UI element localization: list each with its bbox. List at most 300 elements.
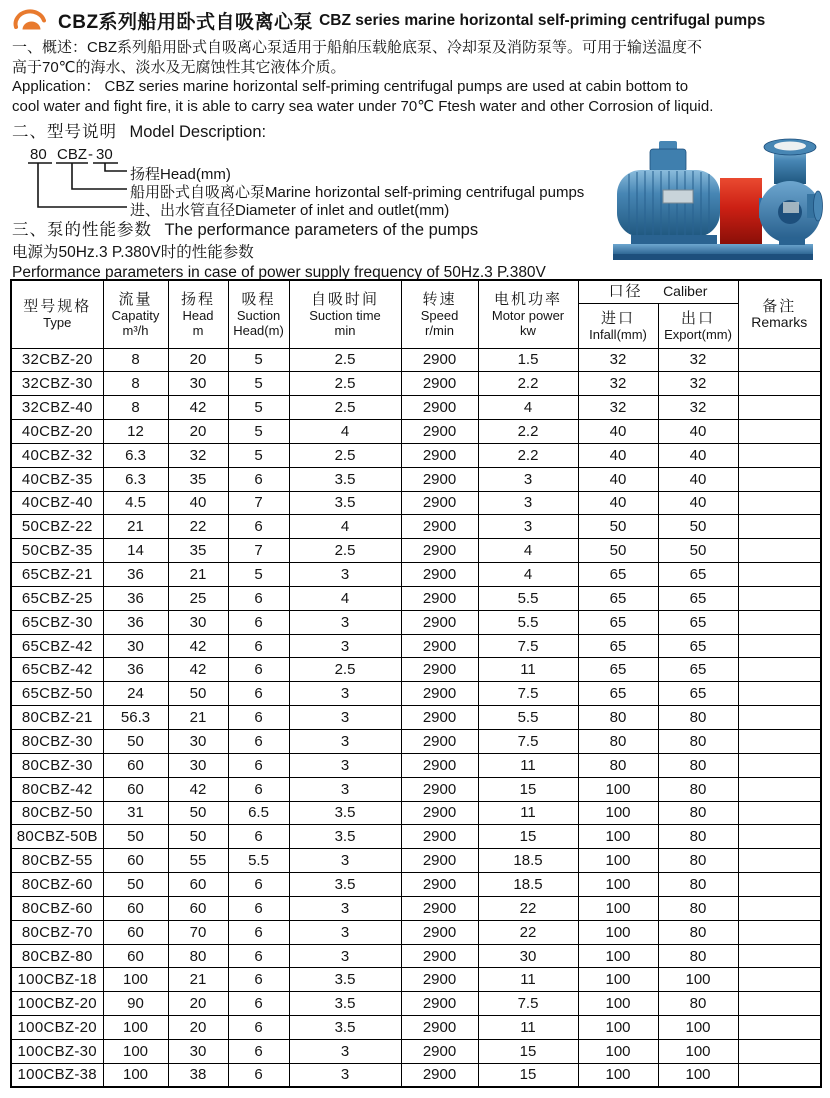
cell-suction-time: 3.5 xyxy=(289,992,401,1016)
cell-export: 65 xyxy=(658,658,738,682)
cell-head: 30 xyxy=(168,372,228,396)
cell-capacity: 12 xyxy=(103,420,168,444)
cell-speed: 2900 xyxy=(401,968,478,992)
cell-speed: 2900 xyxy=(401,682,478,706)
cell-motor-power: 7.5 xyxy=(478,992,578,1016)
cell-motor-power: 18.5 xyxy=(478,873,578,897)
cell-type: 65CBZ-25 xyxy=(11,586,103,610)
table-row xyxy=(11,920,821,944)
cell-head: 32 xyxy=(168,443,228,467)
col-export-en: Export(mm) xyxy=(664,326,732,342)
col-capacity-zh: 流量 xyxy=(118,290,153,308)
cell-remarks xyxy=(738,1063,821,1087)
cell-infall: 100 xyxy=(578,1016,658,1040)
cell-type: 40CBZ-40 xyxy=(11,491,103,515)
cell-suction: 6 xyxy=(228,992,289,1016)
cell-motor-power: 22 xyxy=(478,920,578,944)
cell-speed: 2900 xyxy=(401,944,478,968)
cell-export: 100 xyxy=(658,1063,738,1087)
cell-head: 30 xyxy=(168,1039,228,1063)
cell-capacity: 21 xyxy=(103,515,168,539)
cell-speed: 2900 xyxy=(401,443,478,467)
pump-photo xyxy=(603,132,825,268)
table-row xyxy=(11,491,821,515)
cell-speed: 2900 xyxy=(401,610,478,634)
cell-motor-power: 11 xyxy=(478,1016,578,1040)
table-row xyxy=(11,682,821,706)
col-header-infall xyxy=(578,303,658,348)
cell-infall: 65 xyxy=(578,610,658,634)
col-capacity-unit: m³/h xyxy=(122,322,149,338)
col-header-export xyxy=(658,303,738,348)
cell-motor-power: 30 xyxy=(478,944,578,968)
cell-infall: 65 xyxy=(578,658,658,682)
cell-suction: 5 xyxy=(228,372,289,396)
cell-suction-time: 3 xyxy=(289,777,401,801)
cell-suction-time: 2.5 xyxy=(289,658,401,682)
cell-suction: 7 xyxy=(228,491,289,515)
cell-speed: 2900 xyxy=(401,896,478,920)
cell-infall: 100 xyxy=(578,873,658,897)
cell-remarks xyxy=(738,1016,821,1040)
cell-capacity: 24 xyxy=(103,682,168,706)
col-header-suction xyxy=(228,280,289,348)
cell-type: 80CBZ-70 xyxy=(11,920,103,944)
cell-speed: 2900 xyxy=(401,753,478,777)
cell-export: 65 xyxy=(658,682,738,706)
page-header xyxy=(13,7,765,34)
section2-heading-zh: 二、型号说明 xyxy=(12,123,117,141)
cell-suction-time: 3 xyxy=(289,1039,401,1063)
cell-remarks xyxy=(738,634,821,658)
table-row xyxy=(11,467,821,491)
cell-motor-power: 2.2 xyxy=(478,372,578,396)
cell-export: 80 xyxy=(658,753,738,777)
cell-remarks xyxy=(738,777,821,801)
callout-series-label: 船用卧式自吸离心泵Marine horizontal self-priming centrifugal pumps xyxy=(130,183,585,201)
cell-type: 65CBZ-42 xyxy=(11,634,103,658)
cell-suction: 5 xyxy=(228,563,289,587)
cell-head: 35 xyxy=(168,539,228,563)
cell-infall: 65 xyxy=(578,586,658,610)
cell-motor-power: 1.5 xyxy=(478,348,578,372)
cell-remarks xyxy=(738,968,821,992)
cell-remarks xyxy=(738,539,821,563)
cell-suction: 6 xyxy=(228,873,289,897)
cell-suction: 5 xyxy=(228,348,289,372)
cell-speed: 2900 xyxy=(401,539,478,563)
cell-head: 50 xyxy=(168,825,228,849)
section3-heading-zh: 三、泵的性能参数 xyxy=(12,221,152,239)
cell-suction-time: 3 xyxy=(289,634,401,658)
cell-suction: 6 xyxy=(228,658,289,682)
cell-head: 21 xyxy=(168,706,228,730)
col-caliber-zh: 口径 xyxy=(608,283,643,301)
cell-suction: 6 xyxy=(228,896,289,920)
cell-type: 80CBZ-50B xyxy=(11,825,103,849)
cell-suction: 6 xyxy=(228,730,289,754)
table-row xyxy=(11,896,821,920)
cell-capacity: 56.3 xyxy=(103,706,168,730)
cell-speed: 2900 xyxy=(401,634,478,658)
col-header-head xyxy=(168,280,228,348)
table-row xyxy=(11,777,821,801)
cell-capacity: 6.3 xyxy=(103,443,168,467)
application-en-line2: cool water and fight fire, it is able to carry sea water under 70℃ Ftesh water and other Corrosion of liquid. xyxy=(12,97,714,115)
cell-suction: 6 xyxy=(228,753,289,777)
cell-export: 40 xyxy=(658,420,738,444)
cell-motor-power: 15 xyxy=(478,777,578,801)
cell-capacity: 60 xyxy=(103,777,168,801)
cell-type: 40CBZ-35 xyxy=(11,467,103,491)
cell-suction-time: 2.5 xyxy=(289,443,401,467)
cell-suction-time: 3.5 xyxy=(289,801,401,825)
cell-export: 32 xyxy=(658,372,738,396)
cell-suction: 6 xyxy=(228,515,289,539)
table-row xyxy=(11,1039,821,1063)
cell-capacity: 50 xyxy=(103,825,168,849)
cell-export: 40 xyxy=(658,467,738,491)
cell-speed: 2900 xyxy=(401,992,478,1016)
cell-infall: 40 xyxy=(578,443,658,467)
cell-infall: 100 xyxy=(578,801,658,825)
cell-type: 80CBZ-21 xyxy=(11,706,103,730)
cell-export: 32 xyxy=(658,396,738,420)
cell-speed: 2900 xyxy=(401,825,478,849)
cell-head: 20 xyxy=(168,992,228,1016)
cell-capacity: 100 xyxy=(103,1039,168,1063)
cell-speed: 2900 xyxy=(401,467,478,491)
cell-remarks xyxy=(738,443,821,467)
col-header-capacity xyxy=(103,280,168,348)
cell-suction-time: 3 xyxy=(289,944,401,968)
col-header-speed xyxy=(401,280,478,348)
cell-capacity: 100 xyxy=(103,1063,168,1087)
cell-motor-power: 15 xyxy=(478,1039,578,1063)
cell-suction: 6 xyxy=(228,1039,289,1063)
cell-type: 80CBZ-80 xyxy=(11,944,103,968)
model-code-series: CBZ xyxy=(57,146,87,163)
cell-capacity: 30 xyxy=(103,634,168,658)
cell-suction: 6 xyxy=(228,1063,289,1087)
cell-suction: 6 xyxy=(228,610,289,634)
page-title-zh: CBZ系列船用卧式自吸离心泵 xyxy=(58,12,314,33)
cell-export: 80 xyxy=(658,849,738,873)
cell-suction: 5 xyxy=(228,396,289,420)
cell-motor-power: 5.5 xyxy=(478,586,578,610)
col-export-zh: 出口 xyxy=(681,309,716,327)
cell-head: 80 xyxy=(168,944,228,968)
cell-speed: 2900 xyxy=(401,777,478,801)
col-suction-en: Suction xyxy=(236,307,281,323)
table-row xyxy=(11,610,821,634)
cell-suction-time: 3 xyxy=(289,1063,401,1087)
col-suction-time-en: Suction time xyxy=(309,307,381,323)
cell-head: 42 xyxy=(168,777,228,801)
cell-infall: 100 xyxy=(578,825,658,849)
cell-head: 42 xyxy=(168,396,228,420)
col-infall-zh: 进口 xyxy=(600,309,635,327)
col-header-caliber xyxy=(578,280,738,303)
cell-suction: 7 xyxy=(228,539,289,563)
cell-remarks xyxy=(738,920,821,944)
cell-export: 50 xyxy=(658,515,738,539)
cell-speed: 2900 xyxy=(401,420,478,444)
cell-motor-power: 3 xyxy=(478,491,578,515)
cell-capacity: 36 xyxy=(103,658,168,682)
col-caliber-en: Caliber xyxy=(663,283,708,300)
cell-export: 80 xyxy=(658,873,738,897)
table-row xyxy=(11,801,821,825)
cell-type: 32CBZ-40 xyxy=(11,396,103,420)
table-row xyxy=(11,539,821,563)
cell-type: 100CBZ-18 xyxy=(11,968,103,992)
cell-head: 21 xyxy=(168,563,228,587)
cell-suction-time: 2.5 xyxy=(289,372,401,396)
cell-type: 100CBZ-30 xyxy=(11,1039,103,1063)
table-row xyxy=(11,563,821,587)
cell-suction: 6 xyxy=(228,920,289,944)
section-model-description-heading xyxy=(12,118,266,142)
cell-head: 20 xyxy=(168,348,228,372)
cell-remarks xyxy=(738,348,821,372)
cell-speed: 2900 xyxy=(401,801,478,825)
cell-suction: 6 xyxy=(228,634,289,658)
cell-head: 55 xyxy=(168,849,228,873)
model-code-size: 80 xyxy=(30,146,47,163)
cell-remarks xyxy=(738,944,821,968)
cell-head: 35 xyxy=(168,467,228,491)
cell-suction-time: 3.5 xyxy=(289,1016,401,1040)
cell-remarks xyxy=(738,682,821,706)
cell-remarks xyxy=(738,491,821,515)
cell-speed: 2900 xyxy=(401,706,478,730)
cell-type: 80CBZ-60 xyxy=(11,873,103,897)
cell-motor-power: 18.5 xyxy=(478,849,578,873)
cell-type: 40CBZ-32 xyxy=(11,443,103,467)
col-speed-en: Speed xyxy=(420,307,459,323)
cell-suction-time: 3 xyxy=(289,730,401,754)
cell-export: 80 xyxy=(658,706,738,730)
cell-suction: 6 xyxy=(228,777,289,801)
cell-remarks xyxy=(738,730,821,754)
table-row xyxy=(11,706,821,730)
cell-capacity: 60 xyxy=(103,920,168,944)
table-row xyxy=(11,586,821,610)
col-infall-en: Infall(mm) xyxy=(589,326,647,342)
cell-remarks xyxy=(738,658,821,682)
cell-speed: 2900 xyxy=(401,658,478,682)
performance-table xyxy=(10,279,822,1088)
cell-capacity: 90 xyxy=(103,992,168,1016)
cell-head: 38 xyxy=(168,1063,228,1087)
table-row xyxy=(11,1016,821,1040)
cell-motor-power: 4 xyxy=(478,539,578,563)
cell-capacity: 8 xyxy=(103,348,168,372)
cell-suction-time: 3 xyxy=(289,896,401,920)
cell-capacity: 100 xyxy=(103,968,168,992)
cell-speed: 2900 xyxy=(401,491,478,515)
col-remarks-en: Remarks xyxy=(751,314,808,331)
cell-infall: 100 xyxy=(578,1039,658,1063)
cell-type: 100CBZ-38 xyxy=(11,1063,103,1087)
cell-remarks xyxy=(738,1039,821,1063)
cell-remarks xyxy=(738,992,821,1016)
cell-speed: 2900 xyxy=(401,563,478,587)
cell-infall: 100 xyxy=(578,896,658,920)
cell-export: 80 xyxy=(658,944,738,968)
cell-infall: 100 xyxy=(578,920,658,944)
cell-speed: 2900 xyxy=(401,730,478,754)
cell-suction: 5 xyxy=(228,443,289,467)
cell-head: 50 xyxy=(168,801,228,825)
overview-zh-line1: 一、概述：CBZ系列船用卧式自吸离心泵适用于船舶压载舱底泵、冷却泵及消防泵等。可用于输送温度不 xyxy=(12,39,703,56)
cell-suction-time: 3 xyxy=(289,706,401,730)
cell-infall: 100 xyxy=(578,777,658,801)
cell-infall: 80 xyxy=(578,706,658,730)
cell-remarks xyxy=(738,515,821,539)
cell-remarks xyxy=(738,753,821,777)
cell-suction-time: 3 xyxy=(289,563,401,587)
cell-infall: 40 xyxy=(578,491,658,515)
cell-type: 100CBZ-20 xyxy=(11,1016,103,1040)
section2-heading-en: Model Description: xyxy=(129,123,267,141)
callout-head-label: 扬程Head(mm) xyxy=(130,165,231,183)
cell-type: 32CBZ-20 xyxy=(11,348,103,372)
cell-suction: 6 xyxy=(228,467,289,491)
col-motor-power-zh: 电机功率 xyxy=(493,290,562,308)
cell-suction-time: 3.5 xyxy=(289,873,401,897)
cell-speed: 2900 xyxy=(401,920,478,944)
cell-speed: 2900 xyxy=(401,348,478,372)
cell-export: 32 xyxy=(658,348,738,372)
table-row xyxy=(11,658,821,682)
cell-motor-power: 3 xyxy=(478,515,578,539)
cell-type: 32CBZ-30 xyxy=(11,372,103,396)
cell-motor-power: 22 xyxy=(478,896,578,920)
cell-suction-time: 3 xyxy=(289,849,401,873)
overview-zh-line2: 高于70℃的海水、淡水及无腐蚀性其它液体介质。 xyxy=(12,58,346,76)
cell-suction-time: 3.5 xyxy=(289,467,401,491)
table-row xyxy=(11,873,821,897)
cell-speed: 2900 xyxy=(401,873,478,897)
cell-export: 50 xyxy=(658,539,738,563)
cell-type: 80CBZ-30 xyxy=(11,753,103,777)
cell-head: 20 xyxy=(168,1016,228,1040)
cell-head: 22 xyxy=(168,515,228,539)
cell-head: 20 xyxy=(168,420,228,444)
cell-suction-time: 4 xyxy=(289,420,401,444)
table-row xyxy=(11,348,821,372)
cell-head: 30 xyxy=(168,753,228,777)
cell-type: 80CBZ-50 xyxy=(11,801,103,825)
cell-type: 50CBZ-35 xyxy=(11,539,103,563)
cell-motor-power: 4 xyxy=(478,563,578,587)
cell-type: 65CBZ-50 xyxy=(11,682,103,706)
cell-remarks xyxy=(738,372,821,396)
cell-infall: 65 xyxy=(578,634,658,658)
cell-infall: 65 xyxy=(578,563,658,587)
cell-motor-power: 11 xyxy=(478,801,578,825)
cell-head: 42 xyxy=(168,634,228,658)
table-row xyxy=(11,825,821,849)
cell-export: 80 xyxy=(658,801,738,825)
cell-motor-power: 4 xyxy=(478,396,578,420)
col-head-unit: m xyxy=(192,322,204,338)
page-title-en: CBZ series marine horizontal self-priming centrifugal pumps xyxy=(319,11,766,29)
cell-suction-time: 2.5 xyxy=(289,396,401,420)
col-suction-time-zh: 自吸时间 xyxy=(310,290,379,308)
cell-remarks xyxy=(738,706,821,730)
cell-type: 80CBZ-30 xyxy=(11,730,103,754)
cell-suction-time: 2.5 xyxy=(289,348,401,372)
cell-speed: 2900 xyxy=(401,396,478,420)
cell-motor-power: 7.5 xyxy=(478,634,578,658)
cell-type: 40CBZ-20 xyxy=(11,420,103,444)
cell-suction-time: 3 xyxy=(289,610,401,634)
cell-suction: 6 xyxy=(228,682,289,706)
cell-head: 25 xyxy=(168,586,228,610)
col-suction-time-unit: min xyxy=(334,322,356,338)
brand-sunrise-arc-icon xyxy=(13,8,50,34)
cell-export: 100 xyxy=(658,1039,738,1063)
cell-remarks xyxy=(738,825,821,849)
cell-remarks xyxy=(738,420,821,444)
section-performance-heading xyxy=(12,216,478,240)
cell-head: 60 xyxy=(168,896,228,920)
cell-infall: 100 xyxy=(578,944,658,968)
cell-type: 80CBZ-55 xyxy=(11,849,103,873)
cell-infall: 40 xyxy=(578,467,658,491)
cell-suction-time: 4 xyxy=(289,515,401,539)
cell-suction: 5.5 xyxy=(228,849,289,873)
cell-suction: 6 xyxy=(228,706,289,730)
col-header-type xyxy=(11,280,103,348)
col-speed-unit: r/min xyxy=(425,322,454,338)
cell-capacity: 4.5 xyxy=(103,491,168,515)
cell-infall: 100 xyxy=(578,849,658,873)
cell-head: 70 xyxy=(168,920,228,944)
cell-remarks xyxy=(738,849,821,873)
cell-suction: 6 xyxy=(228,586,289,610)
col-header-suction-time xyxy=(289,280,401,348)
col-type-zh: 型号规格 xyxy=(23,298,92,316)
table-row xyxy=(11,443,821,467)
cell-export: 65 xyxy=(658,610,738,634)
cell-suction-time: 3 xyxy=(289,920,401,944)
col-suction-zh: 吸程 xyxy=(241,290,276,308)
col-suction-unit: Head(m) xyxy=(233,322,284,338)
col-header-motor-power xyxy=(478,280,578,348)
cell-export: 100 xyxy=(658,1016,738,1040)
cell-type: 65CBZ-21 xyxy=(11,563,103,587)
power-note-en: Performance parameters in case of power supply frequency of 50Hz.3 P.380V xyxy=(12,263,546,281)
cell-type: 65CBZ-42 xyxy=(11,658,103,682)
cell-capacity: 36 xyxy=(103,563,168,587)
cell-remarks xyxy=(738,586,821,610)
cell-capacity: 36 xyxy=(103,586,168,610)
table-row xyxy=(11,992,821,1016)
cell-motor-power: 11 xyxy=(478,968,578,992)
cell-export: 100 xyxy=(658,968,738,992)
power-note-zh: 电源为50Hz.3 P.380V时的性能参数 xyxy=(12,244,254,261)
cell-motor-power: 2.2 xyxy=(478,420,578,444)
cell-remarks xyxy=(738,896,821,920)
cell-head: 40 xyxy=(168,491,228,515)
cell-export: 80 xyxy=(658,896,738,920)
cell-suction-time: 3.5 xyxy=(289,825,401,849)
cell-remarks xyxy=(738,873,821,897)
